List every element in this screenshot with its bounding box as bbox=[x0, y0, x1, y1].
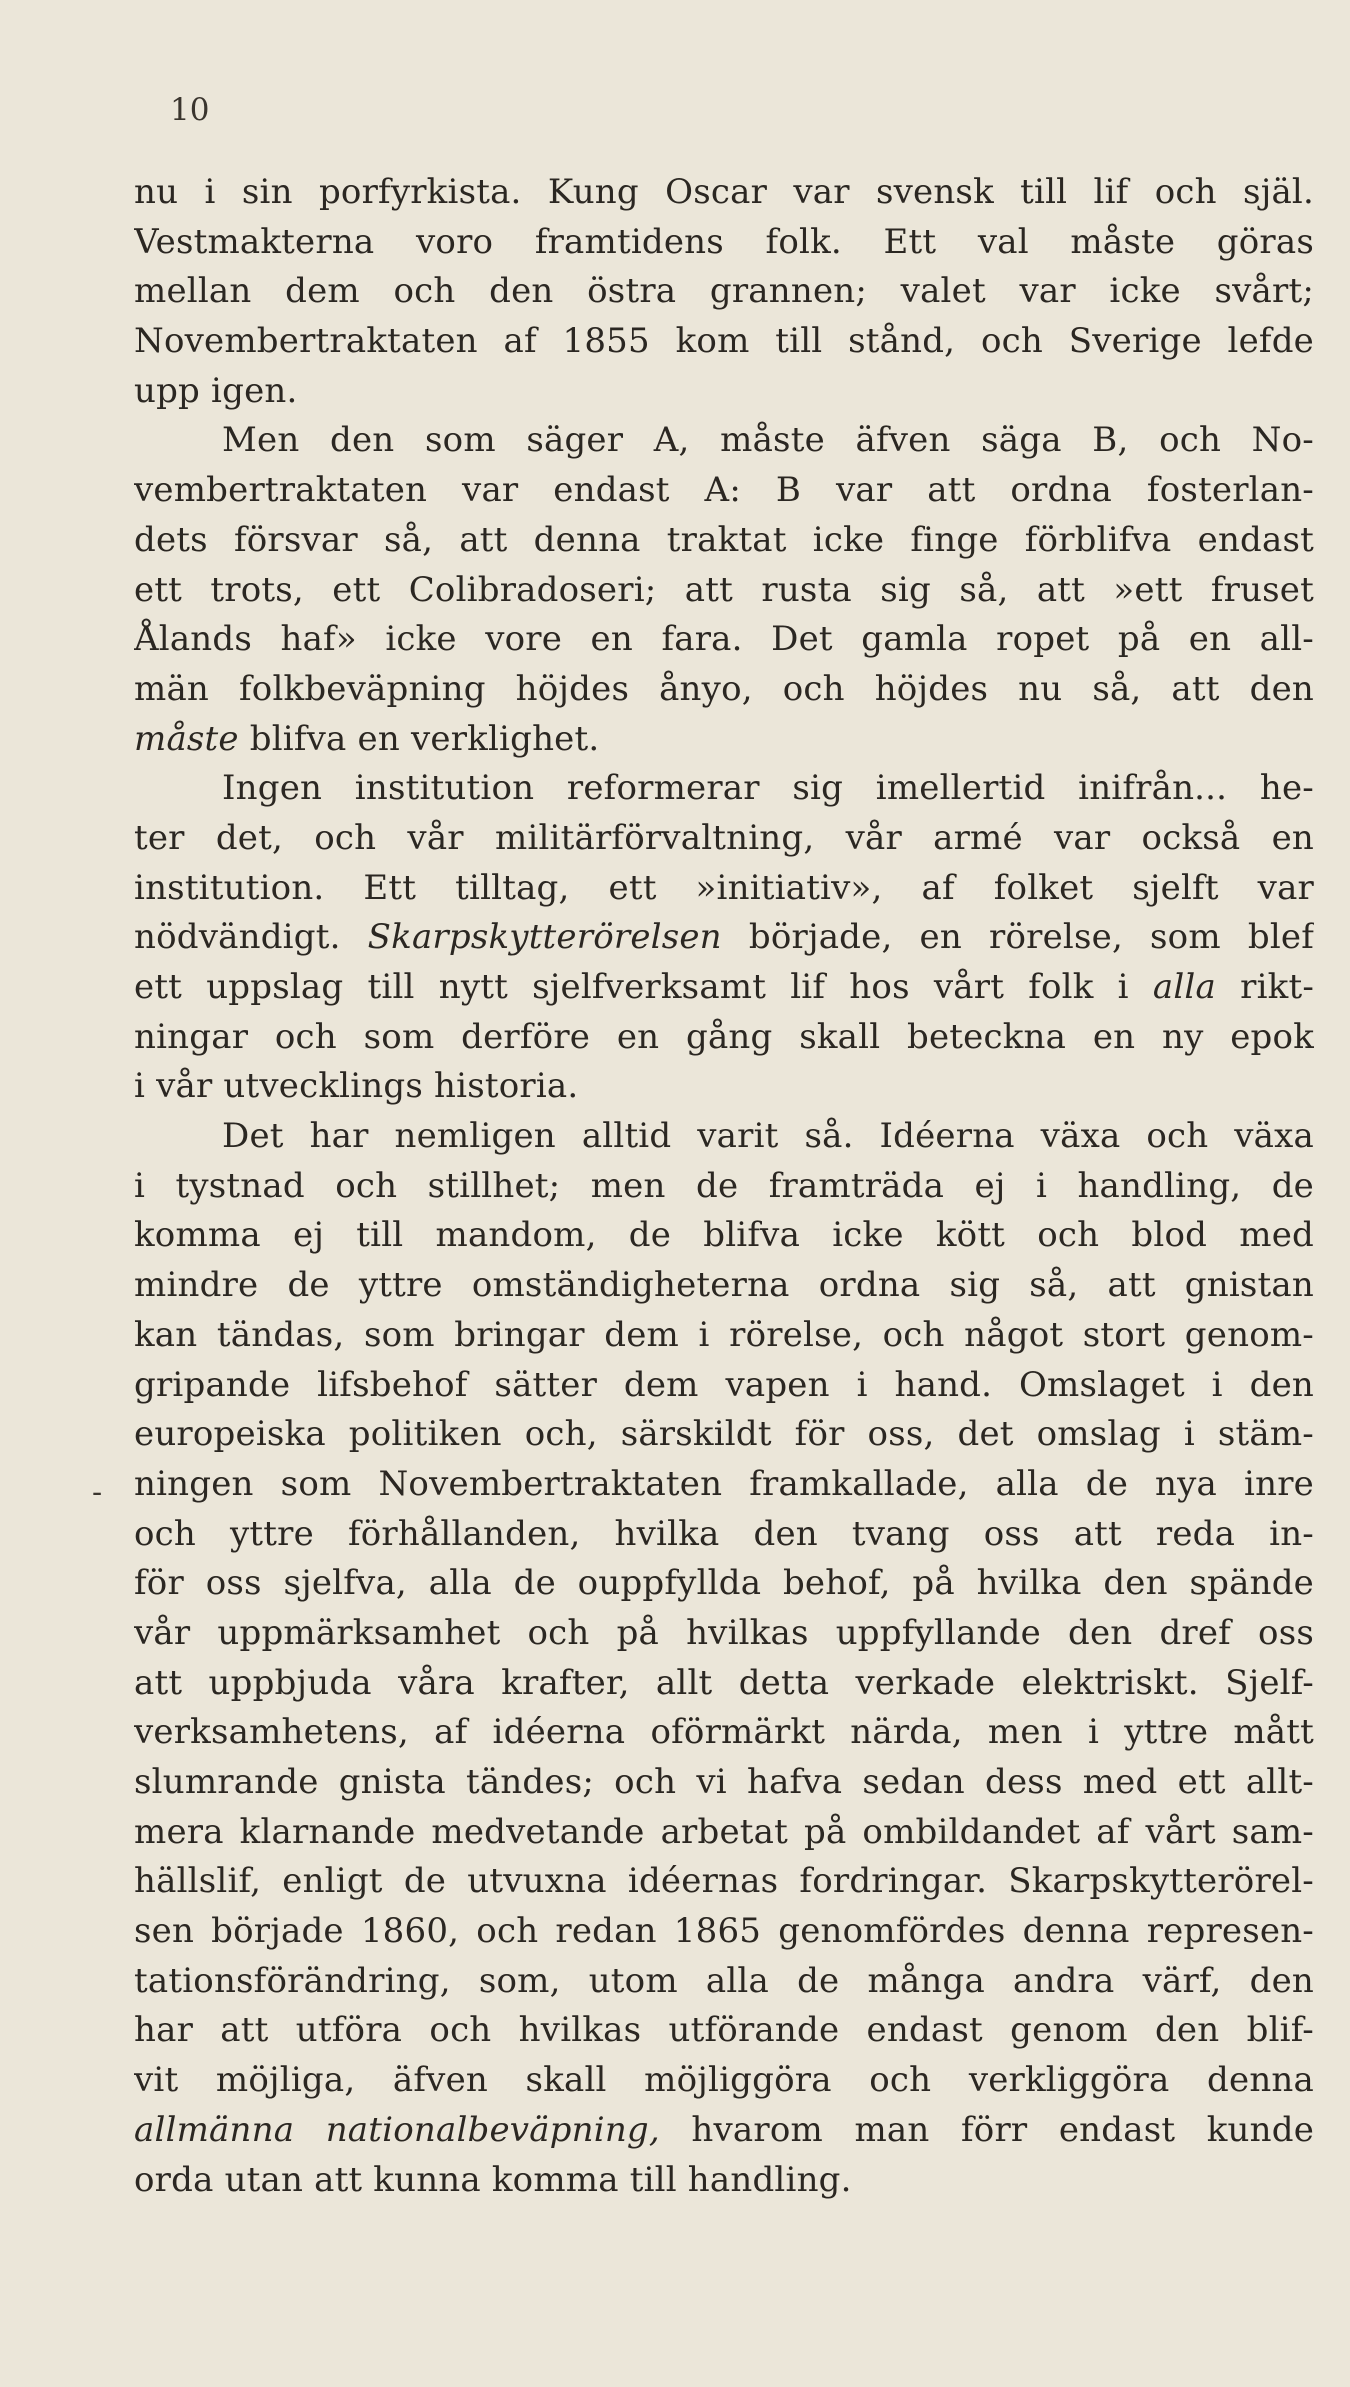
text-segment: gripande lifsbehof sätter dem vapen i hand. Omslaget i den bbox=[134, 1364, 1314, 1405]
text-segment: dets försvar så, att denna traktat icke finge förblifva endast bbox=[134, 519, 1314, 560]
text-line bbox=[134, 1957, 1314, 2007]
italic-text: allmänna nationalbeväpning, bbox=[134, 2109, 660, 2150]
text-line bbox=[134, 665, 1314, 715]
text-segment: institution. Ett tilltag, ett »initiativ», af folket sjelft var bbox=[134, 867, 1314, 908]
text-segment: tationsförändring, som, utom alla de många andra värf, den bbox=[134, 1960, 1314, 2001]
text-segment: vembertraktaten var endast A: B var att ordna fosterlan- bbox=[134, 470, 1314, 511]
text-line bbox=[134, 864, 1314, 914]
text-line bbox=[134, 1211, 1314, 1261]
text-line bbox=[134, 814, 1314, 864]
text-segment: ningar och som derföre en gång skall beteckna en ny epok bbox=[134, 1016, 1314, 1057]
text-segment: att uppbjuda våra krafter, allt detta verkade elektriskt. Sjelf- bbox=[134, 1662, 1314, 1703]
text-line bbox=[134, 1261, 1314, 1311]
text-segment: ningen som Novembertraktaten framkallade, alla de nya inre bbox=[134, 1463, 1314, 1504]
body-text bbox=[134, 168, 1314, 2205]
text-line bbox=[134, 416, 1314, 466]
text-segment: började, en rörelse, som blef bbox=[721, 917, 1314, 958]
text-line bbox=[134, 1361, 1314, 1411]
text-segment: verksamhetens, af idéerna oförmärkt närda, men i yttre mått bbox=[134, 1712, 1314, 1753]
text-line bbox=[134, 2056, 1314, 2106]
text-segment: rikt- bbox=[1215, 967, 1314, 1007]
text-line bbox=[134, 913, 1314, 963]
text-segment: Novembertraktaten af 1855 kom till stånd, och Sverige lefde bbox=[134, 321, 1314, 362]
text-line bbox=[134, 1410, 1314, 1460]
text-line bbox=[134, 367, 1314, 417]
text-segment: mindre de yttre omständigheterna ordna sig så, att gnistan bbox=[134, 1265, 1314, 1306]
text-segment: Men den som säger A, måste äfven säga B, och No- bbox=[222, 420, 1314, 461]
text-line bbox=[134, 1013, 1314, 1063]
italic-text: måste bbox=[134, 718, 239, 759]
text-line bbox=[134, 1659, 1314, 1709]
text-line bbox=[134, 1510, 1314, 1560]
text-line bbox=[134, 168, 1314, 218]
text-segment: ett trots, ett Colibradoseri; att rusta sig så, att »ett fruset bbox=[134, 569, 1314, 610]
margin-mark: - bbox=[92, 1475, 103, 1510]
text-line bbox=[134, 615, 1314, 665]
text-segment: europeiska politiken och, särskildt för oss, det omslag i stäm- bbox=[134, 1414, 1314, 1455]
text-segment: orda utan att kunna komma till handling. bbox=[134, 2159, 852, 2200]
text-line bbox=[134, 2006, 1314, 2056]
text-segment: män folkbeväpning höjdes ånyo, och höjdes nu så, att den bbox=[134, 668, 1314, 709]
text-line bbox=[134, 218, 1314, 268]
text-line bbox=[134, 1559, 1314, 1609]
text-line bbox=[134, 1907, 1314, 1957]
text-segment: ter det, och vår militärförvaltning, vår armé var också en bbox=[134, 817, 1314, 858]
text-line bbox=[134, 1708, 1314, 1758]
text-segment: ett uppslag till nytt sjelfverksamt lif hos vårt folk i bbox=[134, 967, 1153, 1007]
text-line bbox=[134, 267, 1314, 317]
text-segment: vit möjliga, äfven skall möjliggöra och verkliggöra denna bbox=[134, 2060, 1314, 2101]
text-line bbox=[134, 516, 1314, 566]
text-line bbox=[134, 2156, 1314, 2206]
text-line bbox=[134, 1857, 1314, 1907]
text-segment: kan tändas, som bringar dem i rörelse, och något stort genom- bbox=[134, 1314, 1314, 1355]
text-line bbox=[134, 466, 1314, 516]
text-segment: i tystnad och stillhet; men de framträda ej i handling, de bbox=[134, 1165, 1314, 1206]
text-segment: hällslif, enligt de utvuxna idéernas fordringar. Skarpskytterörel- bbox=[134, 1861, 1314, 1902]
text-segment: har att utföra och hvilkas utförande endast genom den blif- bbox=[134, 2010, 1314, 2051]
text-segment: i vår utvecklings historia. bbox=[134, 1066, 579, 1107]
text-segment: och yttre förhållanden, hvilka den tvang oss att reda in- bbox=[134, 1513, 1314, 1554]
italic-text: alla bbox=[1152, 967, 1216, 1007]
text-segment: sen började 1860, och redan 1865 genomfördes denna represen- bbox=[134, 1911, 1314, 1952]
text-segment: Ålands haf» icke vore en fara. Det gamla ropet på en all- bbox=[134, 619, 1314, 660]
text-line bbox=[134, 963, 1314, 1013]
text-line bbox=[134, 1460, 1314, 1510]
text-line bbox=[134, 1758, 1314, 1808]
text-segment: mellan dem och den östra grannen; valet var icke svårt; bbox=[134, 271, 1314, 312]
text-line bbox=[134, 1062, 1314, 1112]
text-line bbox=[134, 566, 1314, 616]
text-line bbox=[134, 715, 1314, 765]
text-segment: slumrande gnista tändes; och vi hafva sedan dess med ett allt- bbox=[134, 1762, 1314, 1802]
text-line bbox=[134, 1311, 1314, 1361]
text-segment: Det har nemligen alltid varit så. Idéerna växa och växa bbox=[222, 1116, 1314, 1157]
text-line bbox=[134, 2106, 1314, 2156]
text-line bbox=[134, 1162, 1314, 1212]
page-number: 10 bbox=[170, 92, 210, 128]
text-segment: Ingen institution reformerar sig imellertid inifrån... he- bbox=[222, 768, 1314, 809]
text-segment: upp igen. bbox=[134, 370, 298, 411]
text-segment: för oss sjelfva, alla de ouppfyllda behof, på hvilka den spände bbox=[134, 1563, 1314, 1604]
text-segment: hvarom man förr endast kunde bbox=[659, 2109, 1314, 2150]
italic-text: Skarpskytterörelsen bbox=[367, 917, 722, 958]
text-line bbox=[134, 1609, 1314, 1659]
text-segment: nödvändigt. bbox=[134, 917, 368, 958]
text-segment: blifva en verklighet. bbox=[238, 718, 600, 759]
text-segment: Vestmakterna voro framtidens folk. Ett val måste göras bbox=[134, 221, 1314, 262]
text-segment: vår uppmärksamhet och på hvilkas uppfyllande den dref oss bbox=[134, 1612, 1314, 1653]
text-segment: mera klarnande medvetande arbetat på ombildandet af vårt sam- bbox=[134, 1811, 1314, 1852]
text-segment: komma ej till mandom, de blifva icke kött och blod med bbox=[134, 1215, 1314, 1256]
text-line bbox=[134, 764, 1314, 814]
text-line bbox=[134, 1808, 1314, 1858]
text-segment: nu i sin porfyrkista. Kung Oscar var svensk till lif och själ. bbox=[134, 172, 1314, 212]
text-line bbox=[134, 317, 1314, 367]
text-line bbox=[134, 1112, 1314, 1162]
